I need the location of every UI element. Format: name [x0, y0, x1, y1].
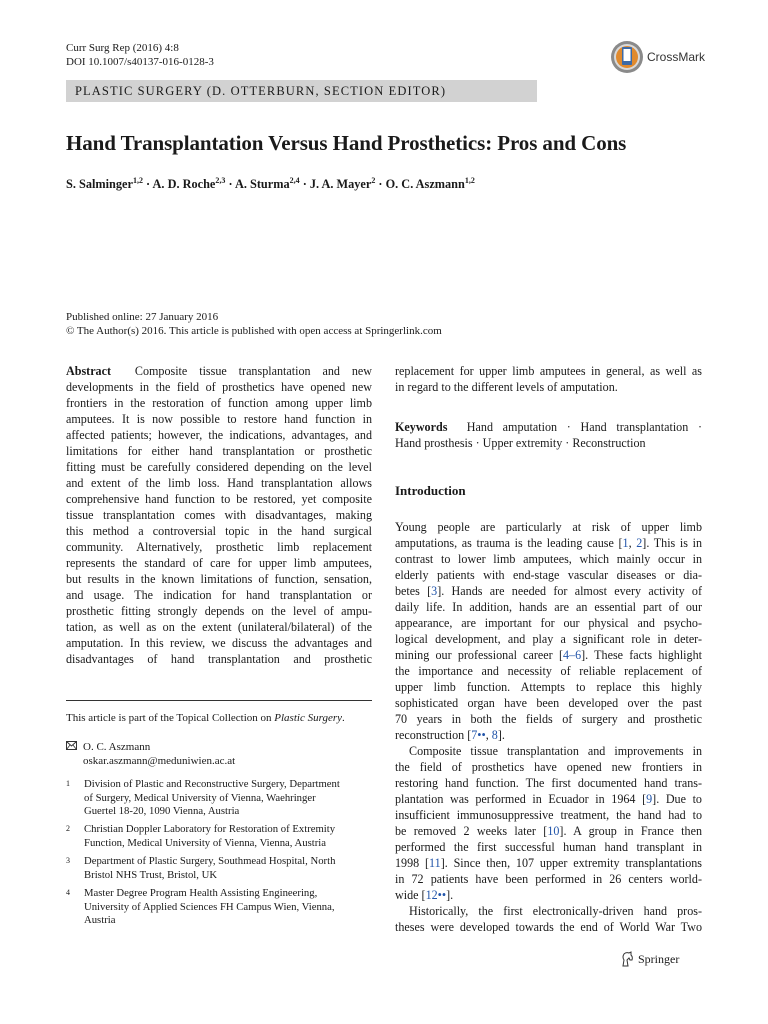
introduction-line: sophisticated organ have been developed over the past: [395, 696, 702, 710]
affiliation-text: Division of Plastic and Reconstructive Surgery, Department of Surgery, Medical University of Vienna, Waehringer Guertel 18-20, 1090 Vienna, Austria: [84, 778, 340, 818]
abstract-line: but results in the known limitations of function, sensation,: [66, 572, 372, 586]
introduction-body: [395, 519, 702, 935]
introduction-line: betes [3]. Hands are needed for almost every activity of: [395, 584, 703, 598]
introduction-line: wide [12••].: [395, 888, 454, 902]
citation-link[interactable]: 4–6: [562, 648, 582, 662]
crossmark-icon: [610, 40, 644, 74]
introduction-line: mining our professional career [4–6]. These facts highlight: [395, 648, 702, 662]
introduction-line: restoring hand function. The first documented hand trans-: [395, 776, 702, 790]
citation-link[interactable]: 9: [646, 792, 653, 806]
journal-citation: Curr Surg Rep (2016) 4:8: [66, 42, 179, 54]
introduction-line: the importance and necessity of reliable replacement of: [395, 664, 702, 678]
author-name[interactable]: A. D. Roche: [152, 177, 216, 192]
introduction-line: reconstruction [7••, 8].: [395, 728, 505, 742]
citation-link[interactable]: 1: [622, 536, 629, 550]
journal-meta: [66, 41, 214, 69]
introduction-line: logical development, and play a significant role in deter-: [395, 632, 702, 646]
abstract-line: developments in the field of prosthetics have opened new: [66, 380, 372, 394]
copyright-notice: © The Author(s) 2016. This article is published with open access at Springerlink.com: [66, 325, 442, 337]
author-affiliation-sup: 2,3: [215, 176, 226, 185]
publication-info: [66, 310, 442, 338]
keywords-list-2: Hand prosthesis · Upper extremity · Reconstruction: [395, 436, 646, 450]
introduction-line: the field of prosthetics have opened new frontiers in: [395, 760, 702, 774]
abstract-line: and extent of the limb loss. Hand transplantation allows: [66, 476, 372, 490]
author-affiliation-sup: 2,4: [289, 176, 300, 185]
affiliation-number: 2: [66, 824, 70, 833]
author-list: S. Salminger$^{1,2}$ · A. D. Roche$^{2,3}$ · A. Sturma$^{2,4}$ · J. A. Mayer$^2$ · O. C. Aszmann$^{1,2}$: [66, 176, 475, 192]
introduction-line: performed the first successful human hand transplant in: [395, 840, 702, 854]
springer-horse-icon: [620, 951, 634, 967]
abstract-line: prosthetic fitting strongly depends on the level of ampu-: [66, 604, 372, 618]
keywords-line: [395, 419, 702, 435]
published-date: Published online: 27 January 2016: [66, 311, 219, 323]
introduction-line: appearance, are important for our physical and psycho-: [395, 616, 702, 630]
author-name[interactable]: J. A. Mayer: [309, 177, 372, 192]
abstract-line: this method a controversial topic in the hand surgical: [66, 524, 372, 538]
introduction-line: Young people are particularly at risk of upper limb: [395, 520, 702, 534]
introduction-line: be removed 2 weeks later [10]. A group in France then: [395, 824, 702, 838]
introduction-line: 1998 [11]. Since then, 107 upper extremity transplantations: [395, 856, 702, 870]
citation-link[interactable]: 11: [429, 856, 441, 870]
introduction-line: plantation was performed in Ecuador in 1964 [9]. Due to: [395, 792, 702, 806]
introduction-line: elderly patients with end-stage vascular diseases or dia-: [395, 568, 702, 582]
introduction-line: contrast to lower limb amputees, which mainly occur in: [395, 552, 702, 566]
abstract-line: community. Alternatively, prosthetic limb replacement: [66, 540, 372, 554]
author-affiliation-sup: 1,2: [464, 176, 475, 185]
abstract-line: frontiers in the restoration of function among upper limb: [66, 396, 372, 410]
publisher-logo: [620, 951, 679, 967]
citation-link[interactable]: 3: [431, 584, 438, 598]
contact-name: O. C. Aszmann: [83, 741, 151, 753]
abstract-line: Abstract Composite tissue transplantation and new: [66, 364, 373, 378]
introduction-heading: Introduction: [395, 483, 466, 498]
author-name[interactable]: A. Sturma: [234, 177, 290, 192]
author-name[interactable]: S. Salminger: [66, 177, 133, 192]
abstract-line: fitting must be carefully considered depending on the level: [66, 460, 372, 474]
abstract-line: comprehensive hand function to be restored, yet composite: [66, 492, 372, 506]
introduction-line: upper limb function. Attempts to replace this highly: [395, 680, 702, 694]
introduction-line: insufficient immunosuppressive treatment, the hand had to: [395, 808, 702, 822]
crossmark-badge[interactable]: [610, 40, 705, 74]
abstract-line: disadvantages of hand transplantation and prosthetic: [66, 652, 372, 666]
contact-email[interactable]: oskar.aszmann@meduniwien.ac.at: [83, 755, 236, 767]
author-affiliation-sup: 1,2: [132, 176, 143, 185]
article-title: Hand Transplantation Versus Hand Prosthetics: Pros and Cons: [66, 131, 627, 155]
affiliation-text: Christian Doppler Laboratory for Restoration of Extremity Function, Medical University of Vienna, Vienna, Austria: [84, 823, 336, 849]
crossmark-label: CrossMark: [647, 50, 706, 64]
abstract-line: affected patients; however, the indications, advantages, and: [66, 428, 372, 442]
abstract-continuation-line: replacement for upper limb amputees in general, as well as: [395, 364, 702, 378]
right-column: [395, 363, 702, 935]
citation-link[interactable]: 10: [547, 824, 560, 838]
citation-link[interactable]: 12••: [425, 888, 447, 902]
publisher-name: Springer: [638, 951, 680, 966]
section-banner: PLASTIC SURGERY (D. OTTERBURN, SECTION EDITOR): [66, 80, 537, 102]
affiliation-number: 3: [66, 856, 70, 865]
abstract-line: represents the standard of care for upper limb amputees,: [66, 556, 372, 570]
footnote-divider: [66, 700, 372, 701]
keywords-list-1: Hand amputation · Hand transplantation ·: [466, 420, 702, 434]
abstract-line: tation, as well as on the extent (unilateral/bilateral) of the: [66, 620, 372, 634]
doi[interactable]: DOI 10.1007/s40137-016-0128-3: [66, 56, 214, 68]
abstract-label: Abstract: [66, 364, 112, 378]
topical-collection-topic[interactable]: Plastic Surgery: [274, 712, 342, 724]
introduction-line: daily life. In addition, hands are an essential part of our: [395, 600, 702, 614]
abstract-continuation-line: in regard to the different levels of amputation.: [395, 380, 618, 394]
abstract: [66, 363, 372, 667]
introduction-line: Historically, the first electronically-driven hand pros-: [409, 904, 702, 918]
introduction-line: theses were developed towards the end of World War Two: [395, 920, 702, 934]
abstract-line: amputation. In this review, we discuss the advantages and: [66, 636, 372, 650]
citation-link[interactable]: 7••: [471, 728, 486, 742]
affiliation-number: 4: [66, 888, 70, 897]
author-affiliation-sup: 2: [371, 176, 376, 185]
corresponding-author: [66, 740, 235, 768]
abstract-line: tissue transplantation comes with disadvantages, making: [66, 508, 372, 522]
affiliation-text: Master Degree Program Health Assisting Engineering, University of Applied Sciences FH Campus Wien, Vienna, Austria: [84, 887, 335, 927]
affiliation-text: Department of Plastic Surgery, Southmead Hospital, North Bristol NHS Trust, Bristol, UK: [84, 855, 336, 881]
topical-collection-note: This article is part of the Topical Collection on Plastic Surgery.: [66, 712, 345, 724]
abstract-line: amputees. It is now possible to restore hand function in: [66, 412, 372, 426]
affiliation-number: 1: [66, 779, 70, 788]
author-name[interactable]: O. C. Aszmann: [385, 177, 465, 192]
abstract-line: and usage. The indication for hand transplantation or: [66, 588, 372, 602]
introduction-line: amputations, as trauma is the leading cause [1, 2]. This is in: [395, 536, 703, 550]
keywords-label: Keywords: [395, 420, 448, 434]
envelope-icon: [66, 740, 83, 754]
introduction-line: in 72 patients have been performed in 26 centers world-: [395, 872, 702, 886]
introduction-line: 70 years in both the fields of surgery and prosthetic: [395, 712, 702, 726]
citation-link[interactable]: 2: [636, 536, 643, 550]
citation-link[interactable]: 8: [491, 728, 498, 742]
introduction-line: Composite tissue transplantation and improvements in: [409, 744, 702, 758]
abstract-line: limitations for either hand transplantation or prosthetic: [66, 444, 372, 458]
